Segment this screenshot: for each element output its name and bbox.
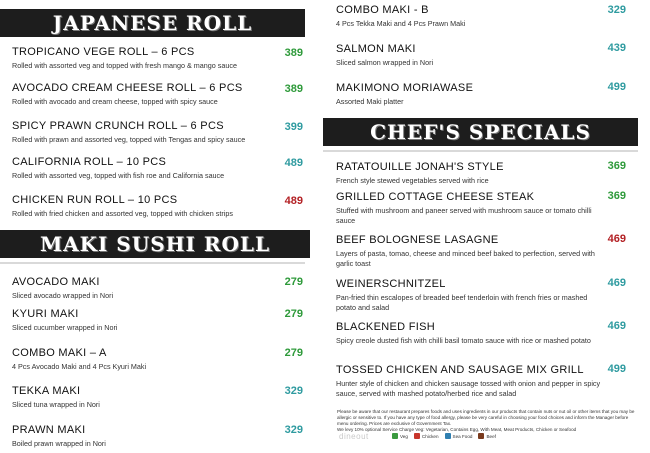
item-description: Rolled with prawn and assorted veg, topped with Tengas and spicy sauce bbox=[12, 135, 246, 144]
menu-item bbox=[12, 120, 272, 145]
menu-item bbox=[336, 191, 604, 226]
allergy-disclaimer bbox=[337, 409, 637, 433]
item-price: 329 bbox=[284, 385, 303, 397]
item-price: 329 bbox=[284, 424, 303, 436]
item-price: 469 bbox=[607, 277, 626, 289]
item-name: PRAWN MAKI bbox=[12, 424, 86, 436]
menu-item bbox=[336, 161, 604, 186]
menu-item bbox=[12, 424, 272, 449]
item-price: 279 bbox=[284, 347, 303, 359]
menu-item bbox=[336, 43, 604, 68]
item-price: 329 bbox=[607, 4, 626, 16]
section-title-japanese-roll: JAPANESE ROLL bbox=[0, 9, 305, 37]
item-name: BLACKENED FISH bbox=[336, 321, 435, 333]
item-name: RATATOUILLE JONAH'S STYLE bbox=[336, 161, 504, 173]
menu-item bbox=[336, 321, 604, 346]
menu-item bbox=[12, 347, 272, 372]
item-price: 279 bbox=[284, 276, 303, 288]
service-charge-note: We levy 10% optional Service Charge Veg: Vegetarian, Contains Egg, With Meat, Meat Products, Chicken or Seafood bbox=[337, 427, 577, 432]
item-name: MAKIMONO MORIAWASE bbox=[336, 82, 474, 94]
menu-item bbox=[12, 194, 272, 219]
item-description: 4 Pcs Tekka Maki and 4 Pcs Prawn Maki bbox=[336, 19, 466, 28]
legend-label: Chicken bbox=[421, 433, 439, 439]
item-name: AVOCADO MAKI bbox=[12, 276, 100, 288]
legend-entry-beef bbox=[478, 433, 495, 439]
item-description: Pan-fried thin escalopes of breaded beef tenderloin with french fries or mashed potato and salad bbox=[336, 293, 588, 312]
chicken-icon bbox=[414, 433, 420, 439]
item-description: Hunter style of chicken and chicken sausage tossed with onion and pepper in spicy sauce, served with mashed potato/herbed rice and salad bbox=[336, 379, 601, 398]
section-title-maki-sushi-roll: MAKI SUSHI ROLL bbox=[0, 230, 310, 258]
menu-item bbox=[12, 385, 272, 410]
item-price: 389 bbox=[284, 83, 303, 95]
veg-icon bbox=[392, 433, 398, 439]
item-name: TEKKA MAKI bbox=[12, 385, 81, 397]
item-name: COMBO MAKI - B bbox=[336, 4, 429, 16]
item-description: Sliced salmon wrapped in Nori bbox=[336, 58, 434, 67]
seafood-icon bbox=[445, 433, 451, 439]
item-description: Rolled with avocado and cream cheese, topped with spicy sauce bbox=[12, 97, 218, 106]
legend-label: Sea Food bbox=[452, 433, 473, 439]
item-price: 489 bbox=[284, 157, 303, 169]
item-name: TROPICANO VEGE ROLL – 6 PCS bbox=[12, 46, 195, 58]
item-price: 499 bbox=[607, 363, 626, 375]
menu-item bbox=[336, 234, 604, 269]
item-description: Spicy creole dusted fish with chilli basil tomato sauce with rice or mashed potato bbox=[336, 336, 591, 345]
item-description: Layers of pasta, tomao, cheese and minced beef baked to perfection, served with garlic toast bbox=[336, 249, 595, 268]
menu-item bbox=[12, 308, 272, 333]
item-description: Rolled with assorted veg, topped with fish roe and California sauce bbox=[12, 171, 225, 180]
legend-entry-seafood bbox=[445, 433, 473, 439]
item-name: GRILLED COTTAGE CHEESE STEAK bbox=[336, 191, 535, 203]
item-description: Stuffed with mushroom and paneer served with mushroom sauce or tomato chilli sauce bbox=[336, 206, 592, 225]
legend-entry-chicken bbox=[414, 433, 439, 439]
dineout-watermark: dineout bbox=[339, 432, 369, 441]
item-name: AVOCADO CREAM CHEESE ROLL – 6 PCS bbox=[12, 82, 243, 94]
disclaimer-text: Please be aware that our restaurant prepares foods and uses ingredients in our products that contain nuts or nut oil or other items that you may be allergic or sensitive to. If you have any type of food allergy, please be very careful in choosing your food choices and inform the Manager before menu ordering. Prices are exclusive of Government Tax. bbox=[337, 409, 635, 426]
item-description: Boiled prawn wrapped in Nori bbox=[12, 439, 106, 448]
item-description: Assorted Maki platter bbox=[336, 97, 404, 106]
item-description: French style stewed vegetables served with rice bbox=[336, 176, 489, 185]
item-description: Rolled with fried chicken and assorted veg, topped with chicken strips bbox=[12, 209, 233, 218]
menu-item bbox=[12, 276, 272, 301]
menu-item bbox=[12, 46, 272, 71]
item-name: KYURI MAKI bbox=[12, 308, 79, 320]
item-price: 279 bbox=[284, 308, 303, 320]
item-name: SPICY PRAWN CRUNCH ROLL – 6 PCS bbox=[12, 120, 224, 132]
item-price: 369 bbox=[607, 160, 626, 172]
item-name: CHICKEN RUN ROLL – 10 PCS bbox=[12, 194, 178, 206]
legend-label: Beef bbox=[486, 433, 496, 439]
menu-item bbox=[336, 82, 604, 107]
item-price: 499 bbox=[607, 81, 626, 93]
item-description: Rolled with assorted veg and topped with fresh mango & mango sauce bbox=[12, 61, 237, 70]
menu-item bbox=[336, 364, 604, 399]
item-name: COMBO MAKI – A bbox=[12, 347, 107, 359]
legend-entry-veg bbox=[392, 433, 408, 439]
item-name: WEINERSCHNITZEL bbox=[336, 278, 446, 290]
item-description: Sliced tuna wrapped in Nori bbox=[12, 400, 100, 409]
item-name: BEEF BOLOGNESE LASAGNE bbox=[336, 234, 499, 246]
menu-item bbox=[12, 156, 272, 181]
item-description: Sliced cucumber wrapped in Nori bbox=[12, 323, 118, 332]
beef-icon bbox=[478, 433, 484, 439]
item-price: 439 bbox=[607, 42, 626, 54]
menu-item bbox=[336, 4, 604, 29]
section-title-chefs-specials: CHEF'S SPECIALS bbox=[323, 118, 638, 146]
section-divider bbox=[323, 150, 638, 152]
item-price: 399 bbox=[284, 121, 303, 133]
item-description: 4 Pcs Avocado Maki and 4 Pcs Kyuri Maki bbox=[12, 362, 147, 371]
section-divider bbox=[0, 262, 305, 264]
item-price: 469 bbox=[607, 233, 626, 245]
legend-label: Veg bbox=[400, 433, 408, 439]
item-price: 389 bbox=[284, 47, 303, 59]
menu-item bbox=[336, 278, 604, 313]
item-price: 369 bbox=[607, 190, 626, 202]
food-type-legend bbox=[392, 433, 642, 439]
item-price: 469 bbox=[607, 320, 626, 332]
item-name: CALIFORNIA ROLL – 10 PCS bbox=[12, 156, 167, 168]
item-name: TOSSED CHICKEN AND SAUSAGE MIX GRILL bbox=[336, 364, 584, 376]
item-description: Sliced avocado wrapped in Nori bbox=[12, 291, 114, 300]
item-name: SALMON MAKI bbox=[336, 43, 416, 55]
menu-item bbox=[12, 82, 272, 107]
item-price: 489 bbox=[284, 195, 303, 207]
